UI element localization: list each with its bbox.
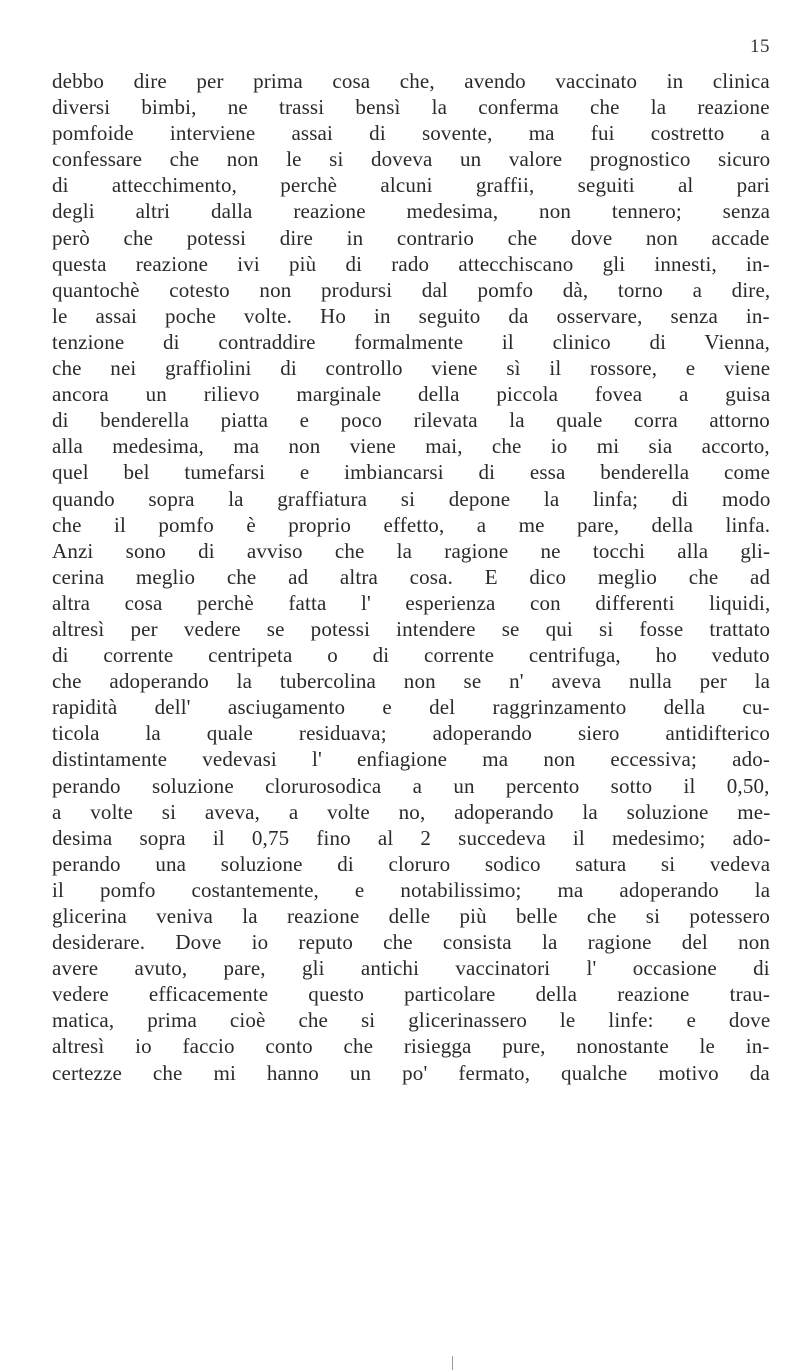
text-line: glicerina veniva la reazione delle più belle che si potessero: [52, 904, 771, 928]
text-line: tenzione di contraddire formalmente il clinico di Vienna,: [52, 329, 771, 354]
text-line: rapidità dell' asciugamento e del raggrinzamento della cu-: [52, 695, 770, 720]
text-line: Anzi sono di avviso che la ragione ne tocchi alla gli-: [52, 538, 771, 563]
text-line: quantochè cotesto non prodursi dal pomfo dà, torno a dire,: [52, 277, 771, 302]
text-line: avere avuto, pare, gli antichi vaccinatori l' occasione di: [52, 956, 770, 981]
text-line: distintamente vedevasi l' enfiagione ma non eccessiva; ado-: [52, 747, 771, 772]
text-line: però che potessi dire in contrario che dove non accade: [52, 225, 770, 250]
text-line: che nei graffiolini di controllo viene sì il rossore, e viene: [52, 356, 771, 381]
text-line: altresì io faccio conto che risiegga pure, nonostante le in-: [52, 1034, 770, 1059]
text-line: confessare che non le si doveva un valore prognostico sicuro: [52, 147, 771, 172]
text-line: che adoperando la tubercolina non se n' aveva nulla per la: [52, 669, 771, 694]
text-line: di attecchimento, perchè alcuni graffii, seguiti al pari: [52, 173, 770, 198]
text-line: matica, prima cioè che si glicerinassero le linfe: e dove: [52, 1008, 771, 1033]
text-line: di benderella piatta e poco rilevata la quale corra attorno: [52, 408, 770, 433]
text-line: altresì per vedere se potessi intendere se qui si fosse trattato: [52, 616, 771, 641]
page-number: 15: [750, 36, 770, 57]
text-line: vedere efficacemente questo particolare della reazione trau-: [52, 982, 770, 1007]
text-line: perando soluzione clorurosodica a un percento sotto il 0,50,: [52, 773, 770, 798]
text-line: debbo dire per prima cosa che, avendo vaccinato in clinica: [52, 69, 770, 93]
text-line: perando una soluzione di cloruro sodico satura si vedeva: [52, 851, 771, 876]
margin-mark: [452, 1356, 453, 1370]
text-line: pomfoide interviene assai di sovente, ma fui costretto a: [52, 121, 771, 146]
text-line: desiderare. Dove io reputo che consista la ragione del non: [52, 930, 771, 955]
text-line: ticola la quale residuava; adoperando siero antidifterico: [52, 721, 771, 746]
text-line: quel bel tumefarsi e imbiancarsi di essa benderella come: [52, 460, 771, 485]
text-line: cerina meglio che ad altra cosa. E dico meglio che ad: [52, 564, 771, 589]
text-line: certezze che mi hanno un po' fermato, qualche motivo da: [52, 1060, 770, 1085]
text-line: che il pomfo è proprio effetto, a me pare, della linfa.: [52, 512, 771, 537]
text-line: alla medesima, ma non viene mai, che io mi sia accorto,: [52, 434, 770, 459]
text-line: desima sopra il 0,75 fino al 2 succedeva il medesimo; ado-: [52, 825, 771, 850]
text-line: degli altri dalla reazione medesima, non tennero; senza: [52, 199, 771, 224]
text-line: diversi bimbi, ne trassi bensì la conferma che la reazione: [52, 95, 770, 120]
text-line: il pomfo costantemente, e notabilissimo; ma adoperando la: [52, 877, 771, 902]
text-line: a volte si aveva, a volte no, adoperando la soluzione me-: [52, 799, 771, 824]
text-line: le assai poche volte. Ho in seguito da osservare, senza in-: [52, 303, 770, 328]
text-line: altra cosa perchè fatta l' esperienza con differenti liquidi,: [52, 590, 771, 615]
text-line: quando sopra la graffiatura si depone la linfa; di modo: [52, 486, 771, 511]
text-line: di corrente centripeta o di corrente centrifuga, ho veduto: [52, 643, 770, 668]
text-line: questa reazione ivi più di rado attecchiscano gli innesti, in-: [52, 251, 770, 276]
text-line: ancora un rilievo marginale della piccola fovea a guisa: [52, 382, 771, 407]
body-text: [52, 68, 770, 1086]
